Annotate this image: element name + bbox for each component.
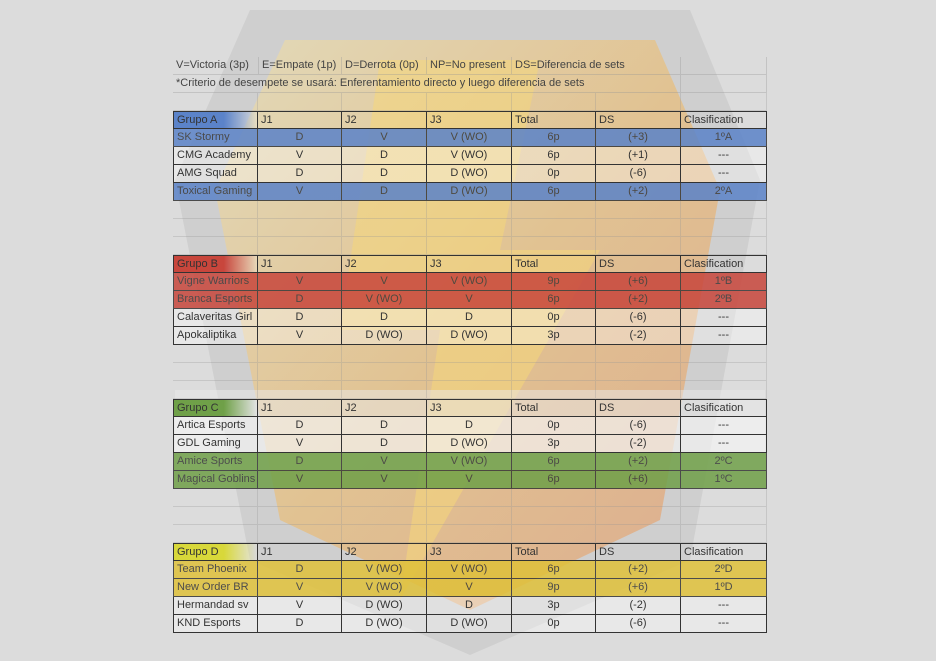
cell-total: 6p bbox=[512, 453, 596, 471]
blank-cell bbox=[342, 489, 427, 507]
blank-cell bbox=[258, 345, 342, 363]
cell-j3: V bbox=[427, 471, 512, 489]
column-header-ds: DS bbox=[596, 543, 681, 561]
blank-cell bbox=[427, 507, 512, 525]
cell-classification: --- bbox=[681, 615, 767, 633]
cell-ds: (+6) bbox=[596, 471, 681, 489]
blank-cell bbox=[173, 237, 258, 255]
blank-cell bbox=[258, 525, 342, 543]
team-name: Amice Sports bbox=[173, 453, 258, 471]
team-name: Hermandad sv bbox=[173, 597, 258, 615]
cell-ds: (-6) bbox=[596, 615, 681, 633]
blank-cell bbox=[681, 363, 767, 381]
team-row bbox=[173, 453, 767, 471]
cell-j2: V (WO) bbox=[342, 291, 427, 309]
blank-cell bbox=[258, 237, 342, 255]
cell-j3: D (WO) bbox=[427, 183, 512, 201]
cell-j1: V bbox=[258, 147, 342, 165]
cell-j1: D bbox=[258, 615, 342, 633]
blank-cell bbox=[427, 363, 512, 381]
team-row bbox=[173, 147, 767, 165]
cell-j3: V (WO) bbox=[427, 453, 512, 471]
blank-cell bbox=[596, 201, 681, 219]
cell-j3: D (WO) bbox=[427, 165, 512, 183]
legend-np: NP=No present bbox=[427, 57, 512, 75]
cell-j3: D bbox=[427, 597, 512, 615]
cell-ds: (+2) bbox=[596, 291, 681, 309]
cell-ds: (+2) bbox=[596, 561, 681, 579]
column-header-classification: Clasification bbox=[681, 399, 767, 417]
legend-derrota: D=Derrota (0p) bbox=[342, 57, 427, 75]
cell-j1: V bbox=[258, 597, 342, 615]
blank-cell bbox=[427, 381, 512, 399]
cell-classification: --- bbox=[681, 417, 767, 435]
group-b-title: Grupo B bbox=[173, 255, 258, 273]
blank-cell bbox=[596, 219, 681, 237]
column-header-classification: Clasification bbox=[681, 255, 767, 273]
cell-classification: 1ºA bbox=[681, 129, 767, 147]
cell-j1: V bbox=[258, 183, 342, 201]
blank-row bbox=[173, 345, 767, 363]
blank-cell bbox=[173, 381, 258, 399]
cell-j1: V bbox=[258, 471, 342, 489]
cell-j2: D bbox=[342, 309, 427, 327]
column-header-total: Total bbox=[512, 255, 596, 273]
cell-total: 6p bbox=[512, 183, 596, 201]
blank-cell bbox=[596, 93, 681, 111]
blank-cell bbox=[512, 201, 596, 219]
cell-classification: --- bbox=[681, 147, 767, 165]
blank-cell bbox=[173, 525, 258, 543]
blank-cell bbox=[427, 93, 512, 111]
cell-j3: V (WO) bbox=[427, 273, 512, 291]
team-name: New Order BR bbox=[173, 579, 258, 597]
cell-total: 0p bbox=[512, 165, 596, 183]
column-header-j2: J2 bbox=[342, 543, 427, 561]
blank-cell bbox=[512, 237, 596, 255]
team-row bbox=[173, 273, 767, 291]
blank-cell bbox=[427, 237, 512, 255]
blank-cell bbox=[258, 363, 342, 381]
cell-j3: D (WO) bbox=[427, 615, 512, 633]
cell-j1: D bbox=[258, 561, 342, 579]
cell-j3: D bbox=[427, 417, 512, 435]
blank-cell bbox=[342, 237, 427, 255]
column-header-total: Total bbox=[512, 543, 596, 561]
blank-cell bbox=[342, 201, 427, 219]
cell-total: 6p bbox=[512, 129, 596, 147]
blank-cell bbox=[512, 93, 596, 111]
blank-cell bbox=[173, 219, 258, 237]
cell-j2: V bbox=[342, 273, 427, 291]
team-name: GDL Gaming bbox=[173, 435, 258, 453]
cell-ds: (-2) bbox=[596, 597, 681, 615]
team-name: KND Esports bbox=[173, 615, 258, 633]
blank-cell bbox=[596, 507, 681, 525]
group-a-header bbox=[173, 111, 767, 129]
blank-cell bbox=[173, 93, 258, 111]
blank-cell bbox=[258, 489, 342, 507]
team-row bbox=[173, 183, 767, 201]
column-header-j3: J3 bbox=[427, 399, 512, 417]
group-c-header bbox=[173, 399, 767, 417]
blank-cell bbox=[596, 381, 681, 399]
blank-row bbox=[173, 381, 767, 399]
column-header-j2: J2 bbox=[342, 399, 427, 417]
blank-row bbox=[173, 363, 767, 381]
cell-classification: 2ºD bbox=[681, 561, 767, 579]
cell-classification: --- bbox=[681, 309, 767, 327]
blank-cell bbox=[342, 363, 427, 381]
cell-ds: (+6) bbox=[596, 273, 681, 291]
column-header-j2: J2 bbox=[342, 255, 427, 273]
cell-total: 3p bbox=[512, 435, 596, 453]
team-name: Branca Esports bbox=[173, 291, 258, 309]
cell-j1: D bbox=[258, 453, 342, 471]
cell-classification: 2ºB bbox=[681, 291, 767, 309]
cell-j2: V bbox=[342, 471, 427, 489]
team-name: Artica Esports bbox=[173, 417, 258, 435]
cell-j2: V (WO) bbox=[342, 579, 427, 597]
cell-j2: D (WO) bbox=[342, 597, 427, 615]
team-row bbox=[173, 471, 767, 489]
blank-row bbox=[173, 489, 767, 507]
cell-j2: D (WO) bbox=[342, 615, 427, 633]
team-row bbox=[173, 327, 767, 345]
blank-cell bbox=[258, 219, 342, 237]
blank-cell bbox=[173, 489, 258, 507]
blank-cell bbox=[681, 489, 767, 507]
team-row bbox=[173, 291, 767, 309]
blank-cell bbox=[512, 525, 596, 543]
cell-total: 0p bbox=[512, 417, 596, 435]
team-row bbox=[173, 579, 767, 597]
group-c-title: Grupo C bbox=[173, 399, 258, 417]
column-header-j3: J3 bbox=[427, 543, 512, 561]
legend-ds: DS=Diferencia de sets bbox=[512, 57, 681, 75]
cell-j2: V bbox=[342, 129, 427, 147]
team-name: AMG Squad bbox=[173, 165, 258, 183]
cell-j3: V (WO) bbox=[427, 561, 512, 579]
blank-cell bbox=[512, 363, 596, 381]
team-row bbox=[173, 597, 767, 615]
blank-cell bbox=[173, 201, 258, 219]
cell-j1: D bbox=[258, 309, 342, 327]
blank-cell bbox=[512, 345, 596, 363]
team-row bbox=[173, 165, 767, 183]
legend-empty bbox=[681, 57, 767, 75]
cell-j3: D (WO) bbox=[427, 327, 512, 345]
cell-total: 9p bbox=[512, 579, 596, 597]
cell-j2: V (WO) bbox=[342, 561, 427, 579]
blank-cell bbox=[512, 381, 596, 399]
team-name: SK Stormy bbox=[173, 129, 258, 147]
team-name: Toxical Gaming bbox=[173, 183, 258, 201]
blank-cell bbox=[596, 345, 681, 363]
cell-j3: V (WO) bbox=[427, 129, 512, 147]
blank-cell bbox=[512, 219, 596, 237]
column-header-j1: J1 bbox=[258, 543, 342, 561]
cell-j3: D (WO) bbox=[427, 435, 512, 453]
team-row bbox=[173, 561, 767, 579]
column-header-j1: J1 bbox=[258, 111, 342, 129]
column-header-classification: Clasification bbox=[681, 543, 767, 561]
cell-classification: 1ºC bbox=[681, 471, 767, 489]
blank-cell bbox=[681, 93, 767, 111]
cell-j1: V bbox=[258, 327, 342, 345]
blank-row bbox=[173, 507, 767, 525]
blank-cell bbox=[427, 219, 512, 237]
cell-j2: D bbox=[342, 417, 427, 435]
cell-ds: (-6) bbox=[596, 165, 681, 183]
blank-cell bbox=[681, 219, 767, 237]
column-header-ds: DS bbox=[596, 111, 681, 129]
cell-classification: --- bbox=[681, 165, 767, 183]
cell-classification: --- bbox=[681, 327, 767, 345]
cell-total: 3p bbox=[512, 597, 596, 615]
blank-cell bbox=[258, 201, 342, 219]
team-name: Apokaliptika bbox=[173, 327, 258, 345]
cell-classification: 1ºB bbox=[681, 273, 767, 291]
cell-classification: 1ºD bbox=[681, 579, 767, 597]
blank-cell bbox=[258, 381, 342, 399]
cell-ds: (-2) bbox=[596, 435, 681, 453]
blank-cell bbox=[512, 507, 596, 525]
cell-j1: V bbox=[258, 273, 342, 291]
criteria-empty bbox=[681, 75, 767, 93]
blank-row bbox=[173, 93, 767, 111]
blank-cell bbox=[173, 507, 258, 525]
team-row bbox=[173, 309, 767, 327]
blank-cell bbox=[427, 525, 512, 543]
column-header-j2: J2 bbox=[342, 111, 427, 129]
blank-cell bbox=[596, 363, 681, 381]
blank-cell bbox=[596, 525, 681, 543]
cell-total: 6p bbox=[512, 291, 596, 309]
cell-classification: 2ºC bbox=[681, 453, 767, 471]
column-header-ds: DS bbox=[596, 255, 681, 273]
blank-cell bbox=[681, 525, 767, 543]
column-header-j1: J1 bbox=[258, 399, 342, 417]
cell-total: 6p bbox=[512, 561, 596, 579]
cell-j1: D bbox=[258, 165, 342, 183]
cell-ds: (-2) bbox=[596, 327, 681, 345]
cell-j1: V bbox=[258, 435, 342, 453]
team-row bbox=[173, 417, 767, 435]
blank-cell bbox=[427, 201, 512, 219]
cell-j2: V bbox=[342, 453, 427, 471]
cell-ds: (+1) bbox=[596, 147, 681, 165]
blank-cell bbox=[681, 345, 767, 363]
cell-j1: D bbox=[258, 129, 342, 147]
blank-cell bbox=[342, 507, 427, 525]
legend-victoria: V=Victoria (3p) bbox=[173, 57, 259, 75]
cell-ds: (-6) bbox=[596, 417, 681, 435]
blank-row bbox=[173, 219, 767, 237]
legend-empate: E=Empate (1p) bbox=[259, 57, 342, 75]
blank-cell bbox=[427, 489, 512, 507]
blank-cell bbox=[342, 345, 427, 363]
criteria-row bbox=[173, 75, 767, 93]
column-header-ds: DS bbox=[596, 399, 681, 417]
criteria-note: *Criterio de desempete se usará: Enferentamiento directo y luego diferencia de sets bbox=[173, 75, 681, 93]
cell-j2: D (WO) bbox=[342, 327, 427, 345]
blank-row bbox=[173, 201, 767, 219]
blank-cell bbox=[342, 219, 427, 237]
cell-total: 3p bbox=[512, 327, 596, 345]
cell-ds: (-6) bbox=[596, 309, 681, 327]
cell-total: 9p bbox=[512, 273, 596, 291]
cell-ds: (+3) bbox=[596, 129, 681, 147]
cell-classification: --- bbox=[681, 597, 767, 615]
cell-ds: (+6) bbox=[596, 579, 681, 597]
blank-cell bbox=[258, 93, 342, 111]
column-header-classification: Clasification bbox=[681, 111, 767, 129]
blank-row bbox=[173, 525, 767, 543]
cell-ds: (+2) bbox=[596, 453, 681, 471]
column-header-total: Total bbox=[512, 399, 596, 417]
cell-ds: (+2) bbox=[596, 183, 681, 201]
blank-cell bbox=[596, 489, 681, 507]
cell-j3: V bbox=[427, 579, 512, 597]
cell-j3: V bbox=[427, 291, 512, 309]
cell-j3: V (WO) bbox=[427, 147, 512, 165]
cell-classification: 2ºA bbox=[681, 183, 767, 201]
blank-cell bbox=[173, 345, 258, 363]
column-header-j1: J1 bbox=[258, 255, 342, 273]
blank-cell bbox=[596, 237, 681, 255]
blank-cell bbox=[342, 381, 427, 399]
blank-cell bbox=[342, 93, 427, 111]
cell-total: 0p bbox=[512, 615, 596, 633]
team-name: Team Phoenix bbox=[173, 561, 258, 579]
team-row bbox=[173, 435, 767, 453]
team-name: Magical Goblins bbox=[173, 471, 258, 489]
cell-total: 0p bbox=[512, 309, 596, 327]
team-row bbox=[173, 129, 767, 147]
cell-classification: --- bbox=[681, 435, 767, 453]
cell-j2: D bbox=[342, 435, 427, 453]
group-d-header bbox=[173, 543, 767, 561]
cell-j2: D bbox=[342, 183, 427, 201]
blank-cell bbox=[681, 201, 767, 219]
team-row bbox=[173, 615, 767, 633]
blank-cell bbox=[681, 507, 767, 525]
column-header-total: Total bbox=[512, 111, 596, 129]
column-header-j3: J3 bbox=[427, 111, 512, 129]
blank-cell bbox=[342, 525, 427, 543]
blank-cell bbox=[681, 237, 767, 255]
cell-j1: D bbox=[258, 417, 342, 435]
group-a-title: Grupo A bbox=[173, 111, 258, 129]
blank-row bbox=[173, 237, 767, 255]
standings-sheet bbox=[173, 57, 767, 633]
cell-total: 6p bbox=[512, 471, 596, 489]
cell-total: 6p bbox=[512, 147, 596, 165]
legend-row bbox=[173, 57, 767, 75]
groups-container bbox=[173, 111, 767, 633]
cell-j2: D bbox=[342, 147, 427, 165]
team-name: Vigne Warriors bbox=[173, 273, 258, 291]
cell-j3: D bbox=[427, 309, 512, 327]
blank-cell bbox=[427, 345, 512, 363]
team-name: CMG Academy bbox=[173, 147, 258, 165]
group-b-header bbox=[173, 255, 767, 273]
blank-cell bbox=[258, 507, 342, 525]
team-name: Calaveritas Girl bbox=[173, 309, 258, 327]
cell-j1: D bbox=[258, 291, 342, 309]
group-d-title: Grupo D bbox=[173, 543, 258, 561]
cell-j2: D bbox=[342, 165, 427, 183]
column-header-j3: J3 bbox=[427, 255, 512, 273]
blank-cell bbox=[173, 363, 258, 381]
cell-j1: V bbox=[258, 579, 342, 597]
blank-cell bbox=[512, 489, 596, 507]
blank-cell bbox=[681, 381, 767, 399]
